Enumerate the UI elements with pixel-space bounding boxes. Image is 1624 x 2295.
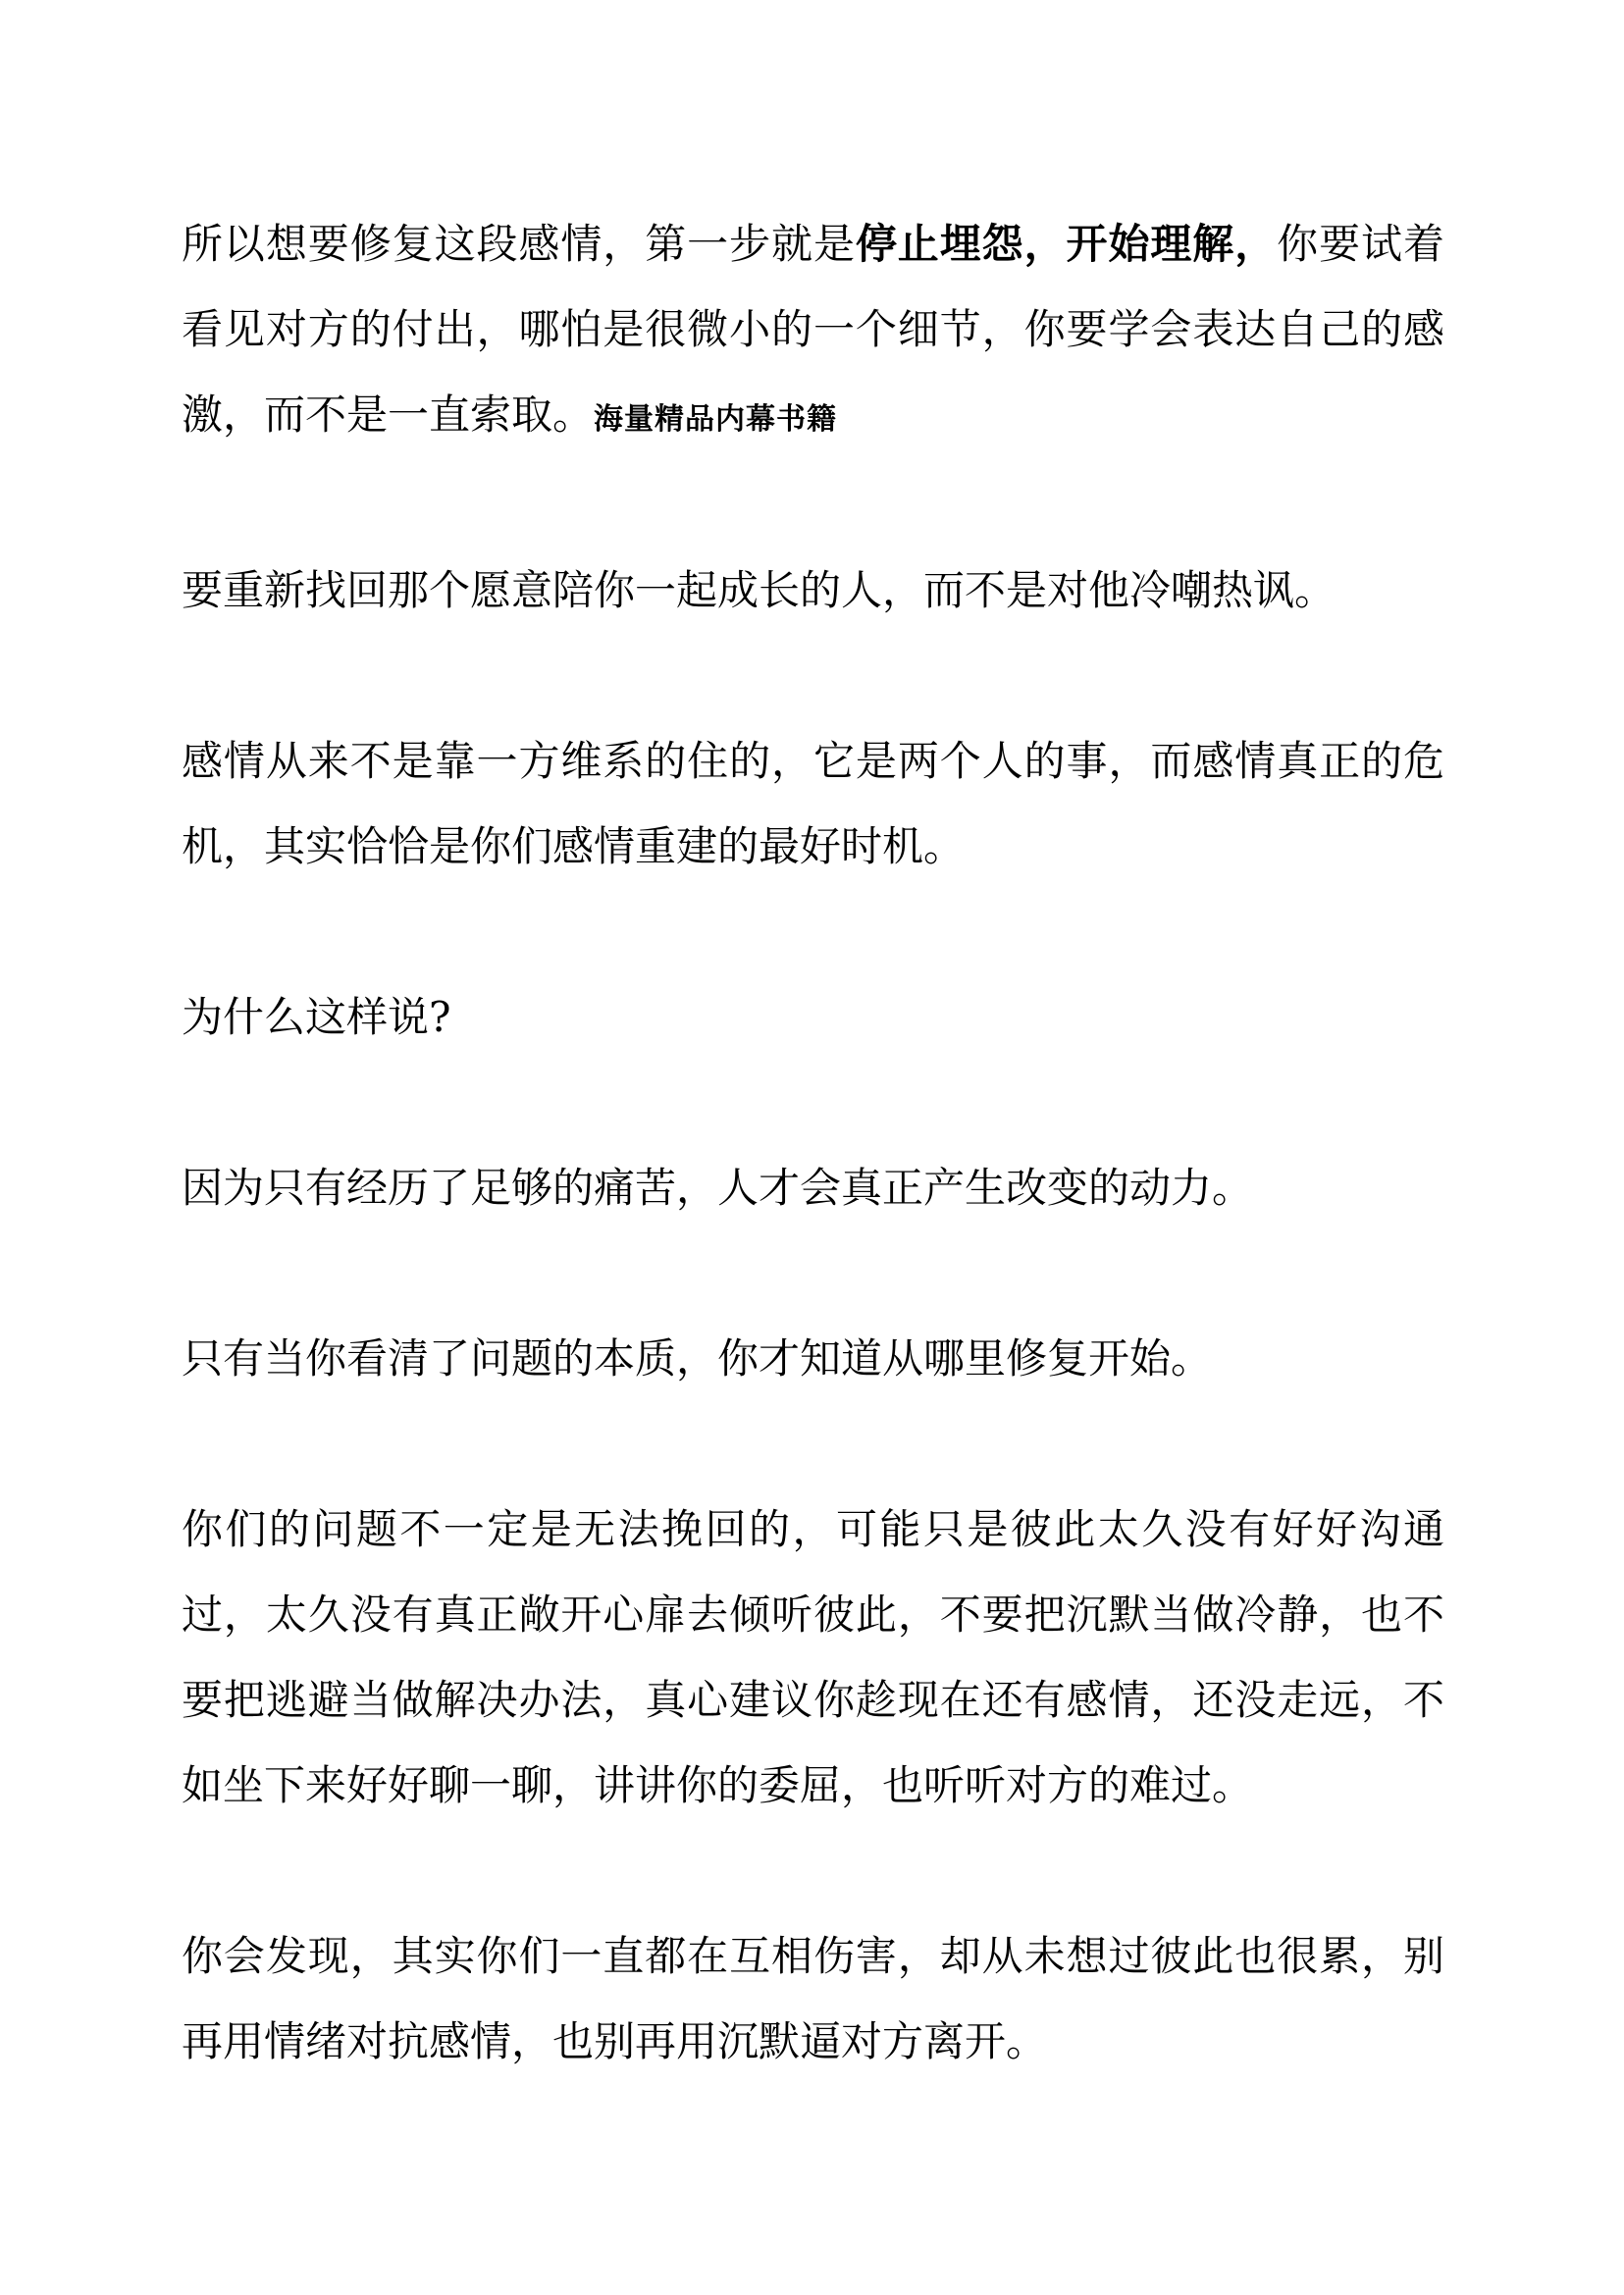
paragraph-crisis-is-opportunity: 感情从来不是靠一方维系的住的，它是两个人的事，而感情真正的危机，其实恰恰是你们感情重建的最好时机。	[182, 737, 1444, 870]
paragraph-1-lead-text: 所以想要修复这段感情，第一步就是	[182, 220, 856, 268]
paragraph-see-problem-essence: 只有当你看清了问题的本质，你才知道从哪里修复开始。	[182, 1334, 1213, 1382]
paragraph-1-rest-text: 你要试着看见对方的付出，哪怕是很微小的一个细节，你要学会表达自己的感激，而不是一直索取。	[182, 220, 1444, 439]
paragraph-communication-advice: 你们的问题不一定是无法挽回的，可能只是彼此太久没有好好沟通过，太久没有真正敞开心扉去倾听彼此，不要把沉默当做冷静，也不要把逃避当做解决办法，真心建议你趁现在还有感情，还没走远，不如坐下来好好聊一聊，讲讲你的委屈，也听听对方的难过。	[182, 1505, 1444, 1809]
paragraph-why-question: 为什么这样说?	[182, 993, 451, 1041]
paragraph-repair-first-step	[182, 201, 1444, 462]
paragraph-mutual-hurt-conclusion: 你会发现，其实你们一直都在互相伤害，却从未想过彼此也很累，别再用情绪对抗感情，也别再用沉默逼对方离开。	[182, 1932, 1444, 2065]
paragraph-find-growth-partner: 要重新找回那个愿意陪你一起成长的人，而不是对他冷嘲热讽。	[182, 566, 1336, 614]
paragraph-pain-drives-change: 因为只有经历了足够的痛苦，人才会真正产生改变的动力。	[182, 1164, 1254, 1212]
watermark-text: 海量精品内幕书籍	[594, 402, 838, 437]
paragraph-1-bold-emphasis: 停止埋怨，开始理解，	[855, 220, 1278, 268]
